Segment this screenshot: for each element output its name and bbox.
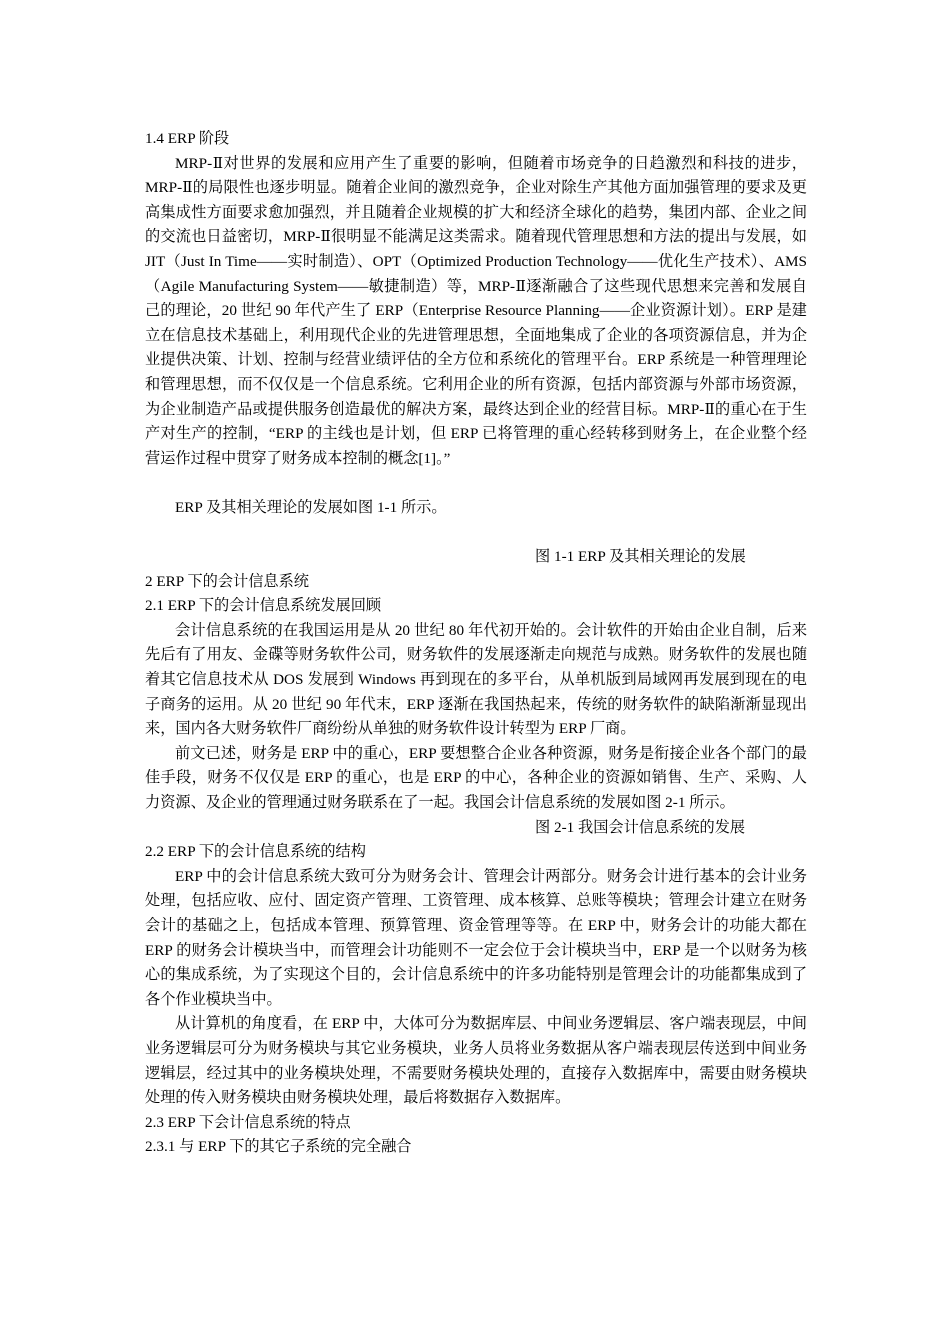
paragraph-structure: ERP 中的会计信息系统大致可分为财务会计、管理会计两部分。财务会计进行基本的会计业务处理，包括应收、应付、固定资产管理、工资管理、成本核算、总账等模块；管理会计建立在财务会计的基础之上，包括成本管理、预算管理、资金管理等等。在 ERP 中，财务会计的功能大都在 ERP 的财务会计模块当中，而管理会计功能则不一定会位于会计模块当中，ERP 是一个以财务为核心的集成系统，为了实现这个目的，会计信息系统中的许多功能特别是管理会计的功能都集成到了各个作业模块当中。 xyxy=(145,867,807,1008)
section-heading-2-3: 2.3 ERP 下会计信息系统的特点 xyxy=(145,1113,351,1131)
figure-caption-2-1: 图 2-1 我国会计信息系统的发展 xyxy=(535,818,746,836)
paragraph-erp-figure-ref: ERP 及其相关理论的发展如图 1-1 所示。 xyxy=(175,498,447,516)
paragraph-computer-view: 从计算机的角度看，在 ERP 中，大体可分为数据库层、中间业务逻辑层、客户端表现层，中间业务逻辑层可分为财务模块与其它业务模块，业务人员将业务数据从客户端表现层传送到中间业务逻辑层，经过其中的业务模块处理，不需要财务模块处理的，直接存入数据库中，需要由财务模块处理的传入财务模块由财务模块处理，最后将数据存入数据库。 xyxy=(145,1015,807,1107)
figure-caption-1-1: 图 1-1 ERP 及其相关理论的发展 xyxy=(535,548,746,566)
paragraph-history: 会计信息系统的在我国运用是从 20 世纪 80 年代初开始的。会计软件的开始由企业自制，后来先后有了用友、金碟等财务软件公司，财务软件的发展逐渐走向规范与成熟。财务软件的发展也随着其它信息技术从 DOS 发展到 Windows 再到现在的多平台，从单机版到局域网再发展到现在的电子商务的运用。从 20 世纪 90 年代末，ERP 逐渐在我国热起来，传统的财务软件的缺陷渐渐显现出来，国内各大财务软件厂商纷纷从单独的财务软件设计转型为 ERP 厂商。 xyxy=(145,621,807,738)
spacer xyxy=(145,521,807,546)
section-heading-1-4: 1.4 ERP 阶段 xyxy=(145,130,230,147)
paragraph-finance-core: 前文已述，财务是 ERP 中的重心，ERP 要想整合企业各种资源，财务是衔接企业各个部门的最佳手段，财务不仅仅是 ERP 的重心，也是 ERP 的中心，各种企业的资源如销售、生产、采购、人力资源、及企业的管理通过财务联系在了一起。我国会计信息系统的发展如图 2-1 所示。 xyxy=(145,744,807,812)
paragraph-erp-stage: MRP-Ⅱ对世界的发展和应用产生了重要的影响，但随着市场竞争的日趋激烈和科技的进步，MRP-Ⅱ的局限性也逐步明显。随着企业间的激烈竞争，企业对除生产其他方面加强管理的要求及更高集成性方面要求愈加强烈，并且随着企业规模的扩大和经济全球化的趋势，集团内部、企业之间的交流也日益密切，MRP-Ⅱ很明显不能满足这类需求。随着现代管理思想和方法的提出与发展，如 JIT（Just In Time——实时制造）、OPT（Optimized Production Technology——优化生产技术）、AMS（Agile Manufacturing System——敏捷制造）等，MRP-Ⅱ逐渐融合了这些现代思想来完善和发展自己的理论，20 世纪 90 年代产生了 ERP（Enterprise Resource Planning——企业资源计划）。ERP 是建立在信息技术基础上，利用现代企业的先进管理思想，全面地集成了企业的各项资源信息，并为企业提供决策、计划、控制与经营业绩评估的全方位和系统化的管理平台。ERP 系统是一种管理理论和管理思想，而不仅仅是一个信息系统。它利用企业的所有资源，包括内部资源与外部市场资源，为企业制造产品或提供服务创造最优的解决方案，最终达到企业的经营目标。MRP-Ⅱ的重心在于生产对生产的控制，“ERP 的主线也是计划，但 ERP 已将管理的重心经转移到财务上，在企业整个经营运作过程中贯穿了财务成本控制的概念[1]。” xyxy=(145,154,807,467)
section-heading-2-3-1: 2.3.1 与 ERP 下的其它子系统的完全融合 xyxy=(145,1138,412,1156)
section-heading-2: 2 ERP 下的会计信息系统 xyxy=(145,572,309,590)
spacer xyxy=(145,471,807,496)
section-heading-2-1: 2.1 ERP 下的会计信息系统发展回顾 xyxy=(145,597,382,615)
section-heading-2-2: 2.2 ERP 下的会计信息系统的结构 xyxy=(145,843,366,861)
document-page xyxy=(145,127,807,1160)
